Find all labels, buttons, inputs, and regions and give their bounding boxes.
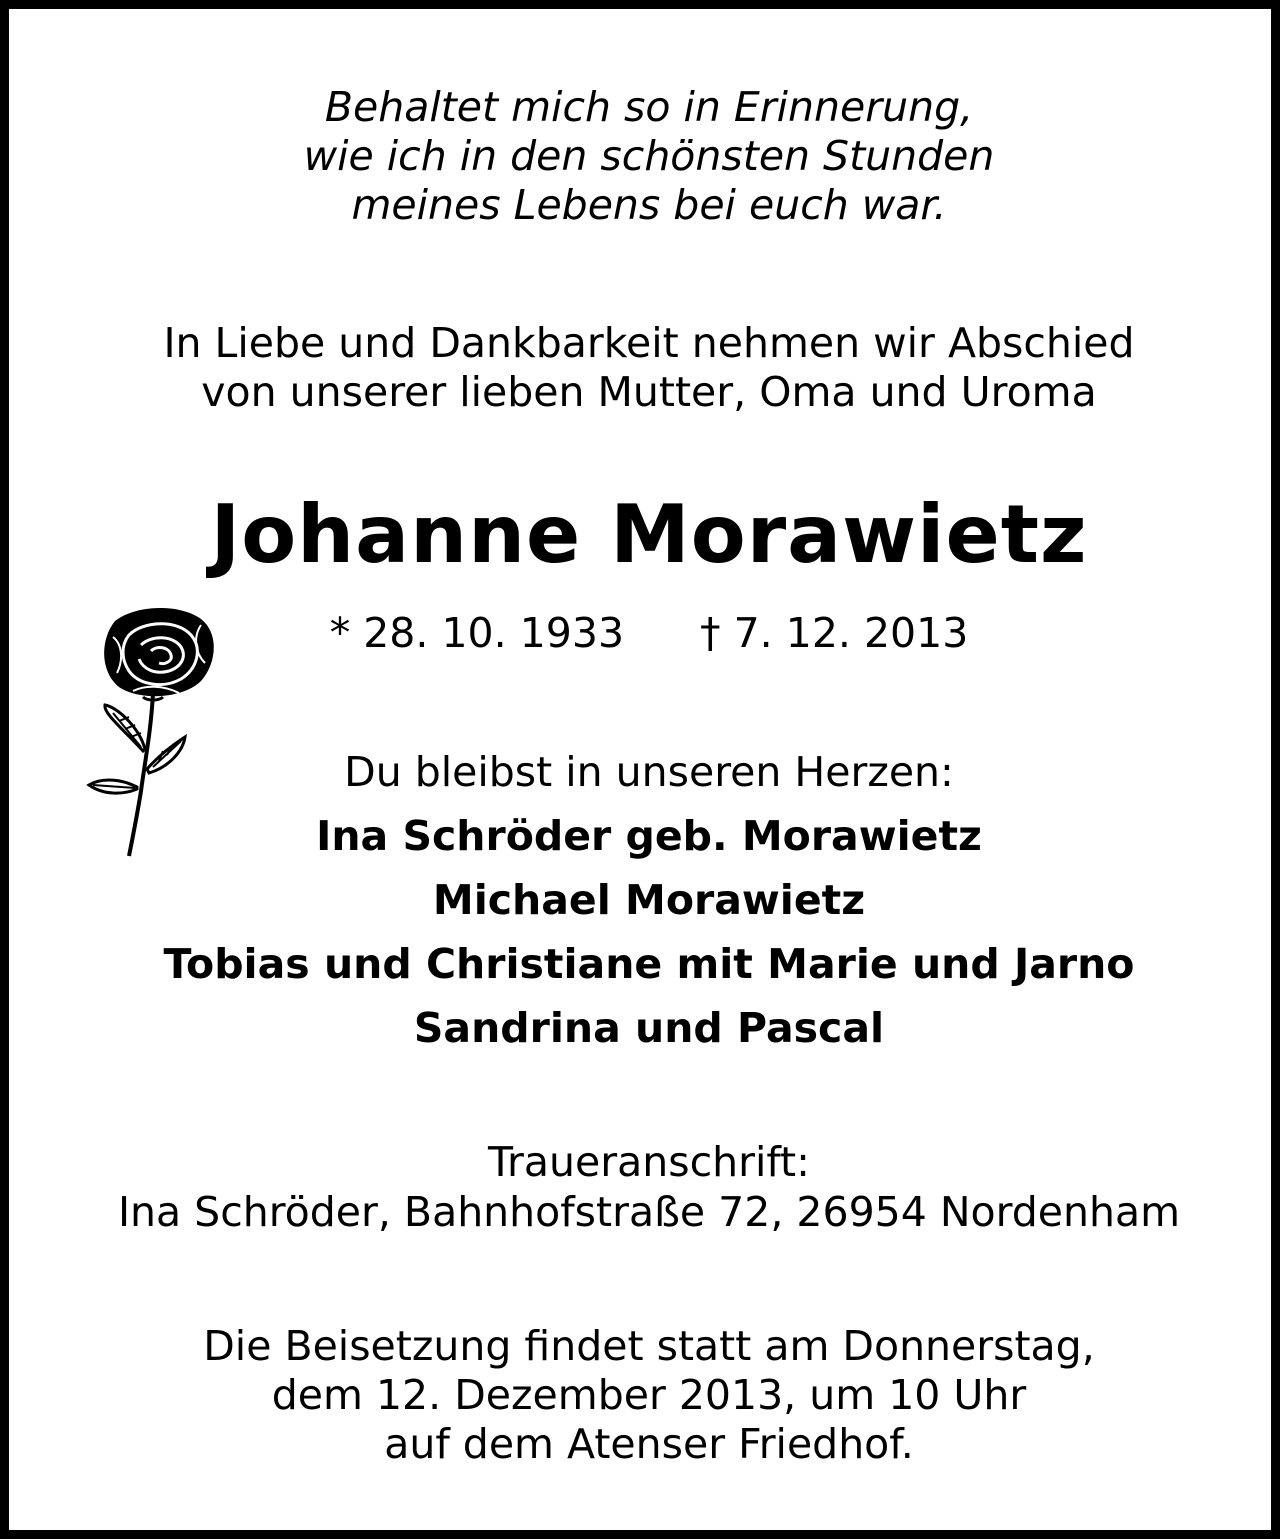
intro-line-2: von unserer lieben Mutter, Oma und Uroma: [201, 368, 1097, 416]
birth-date: * 28. 10. 1933: [329, 609, 625, 657]
mourner-name: Tobias und Christiane mit Marie und Jarno: [163, 940, 1135, 988]
funeral-line-1: Die Beisetzung findet statt am Donnerstag,: [203, 1322, 1095, 1370]
mourner-name: Ina Schröder geb. Morawietz: [316, 812, 982, 860]
address-value: Ina Schröder, Bahnhofstraße 72, 26954 Nordenham: [117, 1188, 1181, 1236]
funeral-line-2: dem 12. Dezember 2013, um 10 Uhr: [271, 1371, 1027, 1419]
mourner-name: Sandrina und Pascal: [413, 1004, 885, 1052]
quote-line-1: Behaltet mich so in Erinnerung,: [324, 83, 974, 131]
mourners-heading: Du bleibst in unseren Herzen:: [344, 748, 954, 796]
quote-line-3: meines Lebens bei euch war.: [351, 181, 947, 229]
mourner-name: Michael Morawietz: [432, 876, 866, 924]
intro-line-1: In Liebe und Dankbarkeit nehmen wir Abschied: [163, 319, 1135, 367]
quote-line-2: wie ich in den schönsten Stunden: [303, 132, 995, 180]
deceased-name: Johanne Morawietz: [210, 488, 1088, 581]
address-label: Traueranschrift:: [488, 1138, 810, 1186]
death-date: † 7. 12. 2013: [700, 609, 969, 657]
funeral-line-3: auf dem Atenser Friedhof.: [384, 1420, 914, 1468]
